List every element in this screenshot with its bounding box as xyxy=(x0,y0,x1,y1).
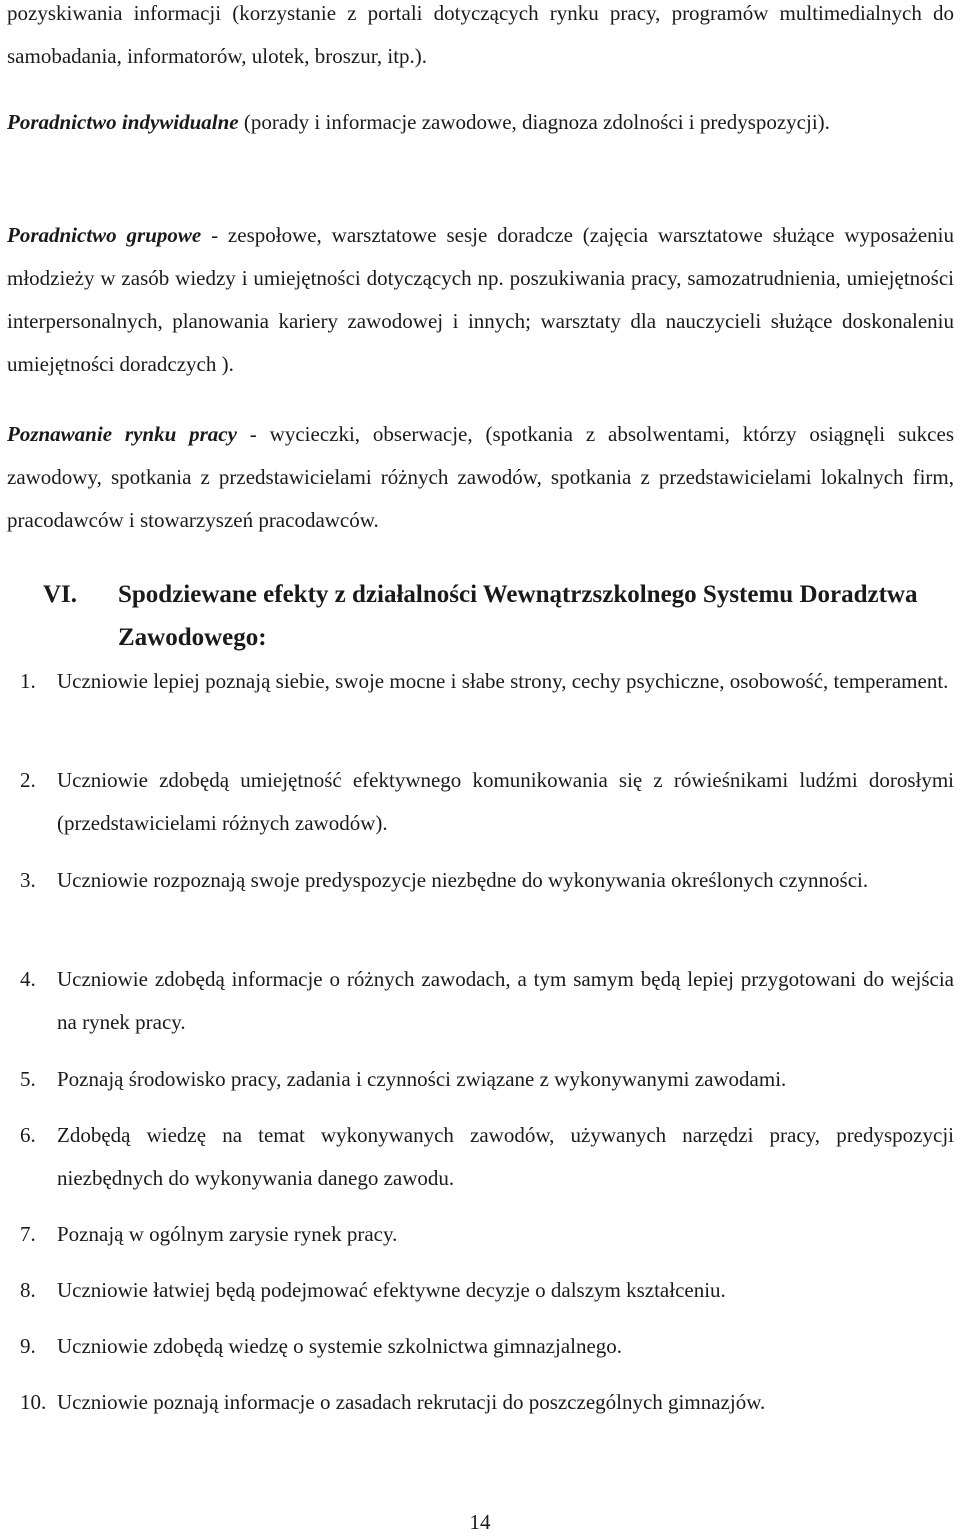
paragraph-continuation xyxy=(7,0,954,78)
paragraph-text: - wycieczki, obserwacje, (spotkania z absolwentami, którzy osiągnęli sukces zawodowy, spotkania z przedstawicielami różnych zawodów, spotkania z przedstawicielami lokalnych firm, pracodawców i stowarzyszeń pracodawców. xyxy=(7,422,954,532)
list-item-number: 4. xyxy=(20,967,36,991)
paragraph-lead: Poradnictwo grupowe xyxy=(7,223,202,247)
list-item-number: 2. xyxy=(20,768,36,792)
list-item-text: Uczniowie zdobędą wiedzę o systemie szkolnictwa gimnazjalnego. xyxy=(57,1334,623,1358)
paragraph-lead: Poradnictwo indywidualne xyxy=(7,110,239,134)
list-item-text: Uczniowie zdobędą informacje o różnych zawodach, a tym samym będą lepiej przygotowani do wejścia na rynek pracy. xyxy=(57,967,954,1034)
paragraph-text: pozyskiwania informacji (korzystanie z portali dotyczących rynku pracy, programów multimedialnych do samobadania, informatorów, ulotek, broszur, itp.). xyxy=(7,1,954,68)
list-item-number: 6. xyxy=(20,1123,36,1147)
list-item-number: 9. xyxy=(20,1334,36,1358)
list-item-number: 5. xyxy=(20,1067,36,1091)
list-item-number: 8. xyxy=(20,1278,36,1302)
list-item-text: Poznają środowisko pracy, zadania i czynności związane z wykonywanymi zawodami. xyxy=(57,1067,787,1091)
paragraph-group-counseling xyxy=(7,214,954,386)
list-item-text: Uczniowie łatwiej będą podejmować efektywne decyzje o dalszym kształceniu. xyxy=(57,1278,726,1302)
list-item-text: Zdobędą wiedzę na temat wykonywanych zawodów, używanych narzędzi pracy, predyspozycji niezbędnych do wykonywania danego zawodu. xyxy=(57,1123,954,1190)
section-number: VI. xyxy=(43,581,78,608)
list-item-text: Uczniowie zdobędą umiejętność efektywnego komunikowania się z rówieśnikami ludźmi dorosłymi (przedstawicielami różnych zawodów). xyxy=(57,768,954,835)
list-item-text: Poznają w ogólnym zarysie rynek pracy. xyxy=(57,1222,398,1246)
list-item-number: 3. xyxy=(20,868,36,892)
list-item-number: 7. xyxy=(20,1222,36,1246)
paragraph-lead: Poznawanie rynku pracy xyxy=(7,422,237,446)
list-item-text: Uczniowie rozpoznają swoje predyspozycje niezbędne do wykonywania określonych czynności. xyxy=(57,868,869,892)
list-item-number: 1. xyxy=(20,669,36,693)
list-item-text: Uczniowie poznają informacje o zasadach rekrutacji do poszczególnych gimnazjów. xyxy=(57,1390,766,1414)
paragraph-labor-market xyxy=(7,413,954,542)
paragraph-individual-counseling xyxy=(7,101,954,144)
list-item-number: 10. xyxy=(20,1390,47,1414)
paragraph-text: (porady i informacje zawodowe, diagnoza zdolności i predyspozycji). xyxy=(238,110,830,134)
page-number: 14 xyxy=(469,1510,491,1534)
list-item-text: Uczniowie lepiej poznają siebie, swoje mocne i słabe strony, cechy psychiczne, osobowość, temperament. xyxy=(57,669,949,693)
section-title: Spodziewane efekty z działalności Wewnątrzszkolnego Systemu Doradztwa Zawodowego: xyxy=(118,581,918,651)
paragraph-text: - zespołowe, warsztatowe sesje doradcze (zajęcia warsztatowe służące wyposażeniu młodzieży w zasób wiedzy i umiejętności dotyczących np. poszukiwania pracy, samozatrudnienia, umiejętności interpersonalnych, planowania kariery zawodowej i innych; warsztaty dla nauczycieli służące doskonaleniu umiejętności doradczych ). xyxy=(7,223,954,376)
